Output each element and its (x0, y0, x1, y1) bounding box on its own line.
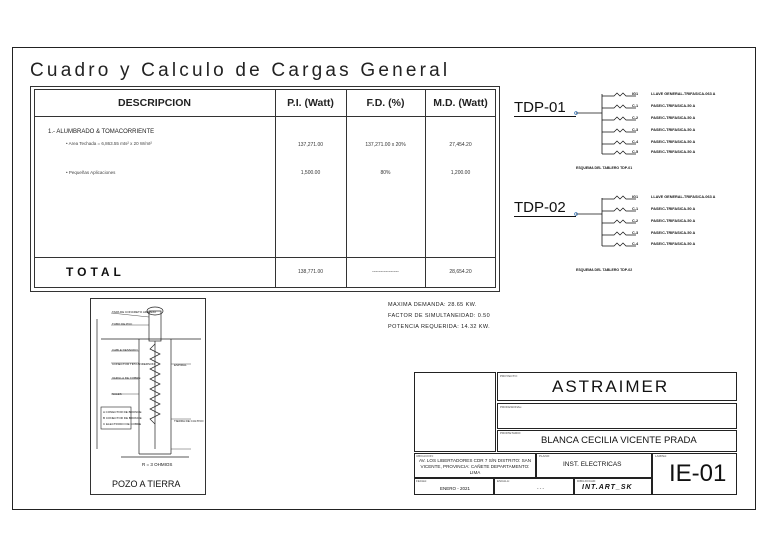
fecha-label: FECHA: (416, 479, 428, 483)
total-pi: 138,771.00 (297, 269, 324, 275)
plano-label: PLANO: (539, 454, 551, 458)
pozo-label-tapa: TAPA DE CONCRETO ARMADO (112, 310, 157, 314)
dibujo-value: INT.ART_SK (582, 484, 633, 491)
tdp01-circuit-id: C-1 (632, 104, 639, 108)
total-fd: ---------------- (372, 269, 399, 275)
tdp01-label: TDP-01 (514, 99, 566, 116)
tdp01-circuit-id: C-4 (632, 140, 639, 144)
tdp01-circuit-id: C-3 (632, 128, 639, 132)
tdp01-circuit-desc: PASE/C-TRIFASICA-50 A (651, 140, 696, 144)
drawing-title: Cuadro y Calculo de Cargas General (30, 60, 451, 81)
row-1-description: • Area Techada = 6,863.55 mts² x 20 W/mt² (66, 141, 152, 146)
table-divider (34, 116, 496, 117)
table-divider (34, 257, 496, 258)
total-label: TOTAL (66, 265, 125, 279)
row-1-fd: 137,271.00 x 20% (365, 142, 406, 148)
tdp02-label: TDP-02 (514, 199, 566, 216)
title-block-professional-cell (497, 403, 737, 429)
header-fd: F.D. (%) (366, 97, 405, 109)
tdp01-circuit-id: C-5 (632, 150, 639, 154)
tdp01-circuit-desc: PASE/C-TRIFASICA-50 A (651, 104, 696, 108)
tdp01-schematic (570, 88, 640, 160)
table-divider (346, 89, 347, 288)
pozo-legend-item: A CONECTOR DE BRONCE (103, 410, 142, 414)
row-2-fd: 80% (380, 170, 391, 176)
brand-name: ASTRAIMER (552, 377, 670, 396)
tdp02-circuit-id: C-2 (632, 219, 639, 223)
tdp02-circuit-desc: PASE/C-TRIFASICA-50 A (651, 242, 696, 246)
tdp02-circuit-desc: PASE/C-TRIFASICA-50 A (651, 219, 696, 223)
tdp02-circuit-id: C-3 (632, 231, 639, 235)
pozo-legend-item: B CONECTOR DE BRONCE (103, 416, 142, 420)
tdp02-circuit-desc: PASE/C-TRIFASICA-50 A (651, 231, 696, 235)
tdp01-note: ESQUEMA DEL TABLERO TDP-01 (576, 166, 633, 170)
row-2-description: • Pequeñas Aplicaciones (66, 170, 116, 175)
total-md: 28,654.20 (449, 269, 472, 275)
tdp01-circuit-desc: LLAVE GENERAL-TRIFASICA-063 A (651, 92, 716, 96)
pozo-label-sales: SALES (112, 392, 122, 396)
pozo-label-varilla: VARILLA DE COBRE (112, 376, 141, 380)
header-descripcion: DESCRIPCION (118, 97, 191, 109)
pozo-label-espiral: ESPIRAL (174, 363, 187, 367)
tdp02-note: ESQUEMA DEL TABLERO TDP-02 (576, 268, 633, 272)
tdp01-underline (514, 116, 576, 117)
pozo-label-cable: CABLE DESNUDO (112, 348, 138, 352)
dibujo-label: DIBUJO/CAD: (577, 479, 597, 483)
escala-value: - - - (537, 486, 544, 491)
address: AV. LOS LIBERTADORES CDR 7 S/N DISTRITO: SAN VICENTE, PROVINCIA: CAÑETE DEPARTAMENTO: LIMA (418, 458, 532, 475)
sheet-code: IE-01 (669, 460, 727, 487)
propietario-label: PROPIETARIO: (500, 431, 522, 435)
required-power: POTENCIA REQUERIDA: 14.32 KW. (388, 324, 491, 330)
load-table (34, 89, 496, 288)
tdp01-circuit-desc: PASE/C-TRIFASICA-50 A (651, 150, 696, 154)
lamina-label: LAMINA: (655, 454, 668, 458)
tdp01-circuit-desc: PASE/C-TRIFASICA-50 A (651, 116, 696, 120)
row-2-pi: 1,500.00 (300, 170, 321, 176)
ground-well-drawing (91, 299, 205, 471)
header-pi: P.I. (Watt) (287, 97, 334, 109)
row-2-md: 1,200.00 (450, 170, 471, 176)
pozo-label-tierra: TIERRA DE CULTIVO (174, 419, 204, 423)
pozo-label-conector: CONECTOR TIPO ANDERSON (112, 362, 155, 366)
pozo-legend-item: C ELECTRODO DE COBRE (103, 422, 142, 426)
row-1-md: 27,454.20 (449, 142, 472, 148)
tdp02-underline (514, 216, 576, 217)
pozo-label-tubo: TUBO DE PVC (112, 322, 133, 326)
profesional-label: PROFESIONAL: (500, 405, 523, 409)
pozo-dimension: R = 3 OHMIOS (142, 462, 173, 467)
plano-value: INST. ELECTRICAS (563, 461, 622, 468)
escala-label: ESCALA: (497, 479, 510, 483)
simultaneity-factor: FACTOR DE SIMULTANEIDAD: 0.50 (388, 313, 491, 319)
proyecto-label: PROYECTO: (500, 374, 518, 378)
title-block-logo-cell (414, 372, 496, 452)
header-md: M.D. (Watt) (433, 97, 488, 109)
fecha-value: ENERO - 2021 (440, 486, 471, 491)
row-1-pi: 137,271.00 (297, 142, 324, 148)
tdp02-circuit-desc: LLAVE GENERAL-TRIFASICA-063 A (651, 195, 716, 199)
pozo-title: POZO A TIERRA (112, 479, 181, 489)
tdp01-circuit-id: IG1 (632, 92, 639, 96)
table-divider (425, 89, 426, 288)
tdp02-circuit-desc: PASE/C-TRIFASICA-50 A (651, 207, 696, 211)
tdp02-circuit-id: C-1 (632, 207, 639, 211)
table-divider (275, 89, 276, 288)
tdp01-circuit-id: C-2 (632, 116, 639, 120)
tdp02-circuit-id: IG1 (632, 195, 639, 199)
section-heading: 1.- ALUMBRADO & TOMACORRIENTE (48, 129, 155, 135)
owner-name: BLANCA CECILIA VICENTE PRADA (541, 435, 697, 446)
tdp02-circuit-id: C-4 (632, 242, 639, 246)
max-demand: MAXIMA DEMANDA: 28.65 KW. (388, 302, 477, 308)
tdp01-circuit-desc: PASE/C-TRIFASICA-50 A (651, 128, 696, 132)
tdp02-schematic (570, 193, 640, 253)
ubicacion-label: UBICACION: (416, 454, 434, 458)
